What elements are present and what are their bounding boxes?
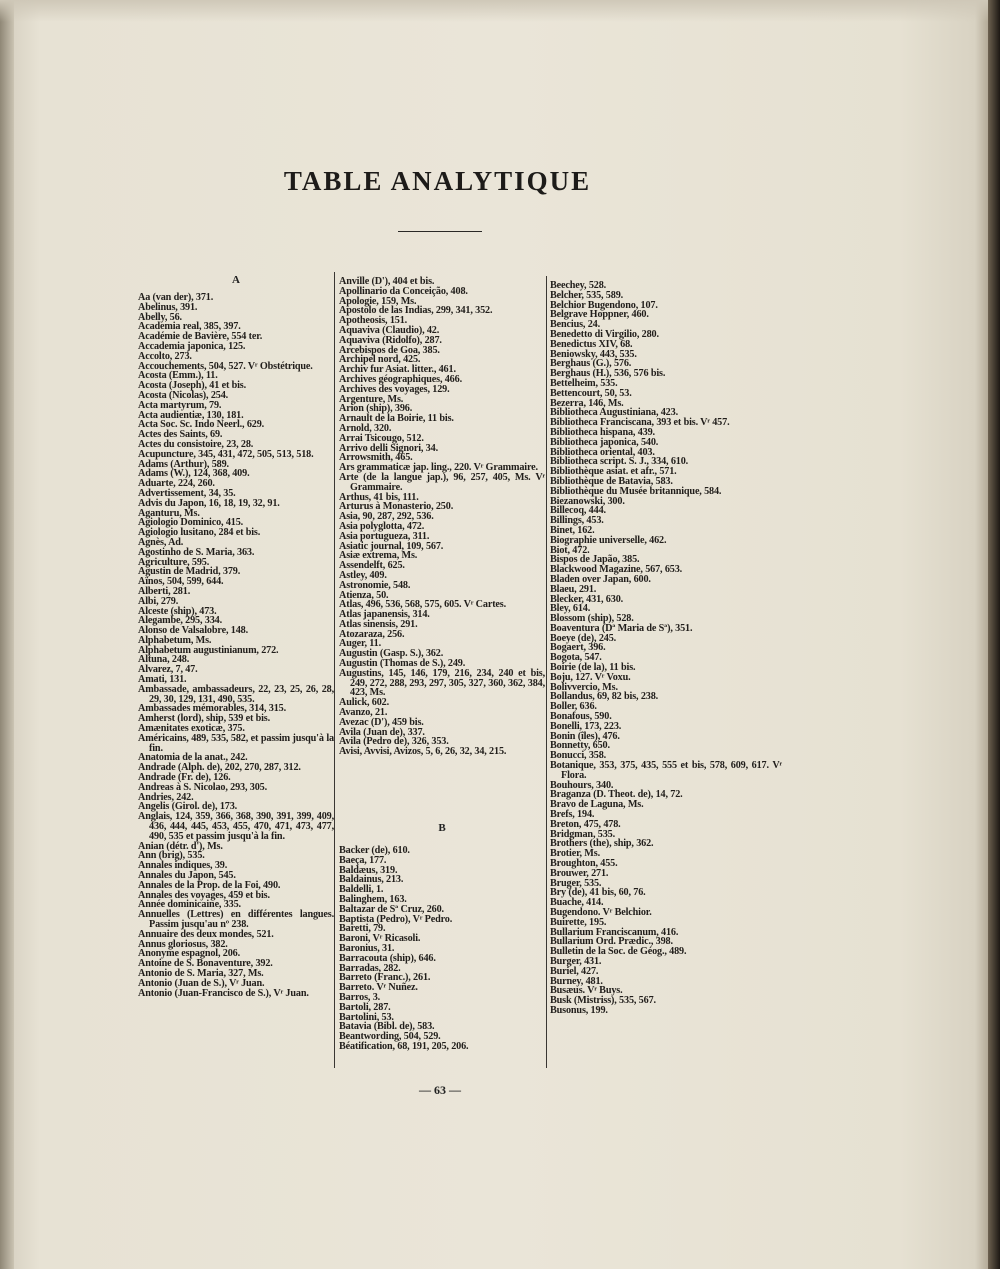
index-entry: Avezac (D'), 459 bis. xyxy=(339,716,424,728)
index-entry: Beechey, 528. xyxy=(550,280,607,291)
index-entry: Accademia japonica, 125. xyxy=(138,340,246,352)
index-entry: Annales de la Prop. de la Foi, 490. xyxy=(138,879,281,891)
index-entry: Bibliothèque asiat. et afr., 571. xyxy=(550,466,677,478)
index-entry: Altuna, 248. xyxy=(138,654,190,666)
index-entry: Alonso de Valsalobre, 148. xyxy=(138,625,248,637)
index-entry: Bonafous, 590. xyxy=(550,711,612,723)
index-entry: Bibliotheca hispana, 439. xyxy=(550,426,655,438)
index-entry: Bibliotheca oriental, 403. xyxy=(550,446,655,458)
index-entry: Advertissement, 34, 35. xyxy=(138,487,236,499)
index-entry: Adams (W.), 124, 368, 409. xyxy=(138,468,250,480)
index-entry: Actes des Saints, 69. xyxy=(138,429,223,441)
index-entry: Antoine de S. Bonaventure, 392. xyxy=(138,958,273,970)
index-entry: Boeye (de), 245. xyxy=(550,632,617,644)
index-entry: Bullarium Ord. Prædic., 398. xyxy=(550,936,673,948)
index-entry: Bogaert, 396. xyxy=(550,642,606,654)
index-entry: Andrade (Alph. de), 202, 270, 287, 312. xyxy=(138,762,301,774)
index-entry: Baroni, Vʳ Ricasoli. xyxy=(339,933,421,945)
index-entry: Bibliotheca japonica, 540. xyxy=(550,436,659,448)
index-entry: Archiv fur Asiat. litter., 461. xyxy=(339,364,456,376)
index-entry: Biographie universelle, 462. xyxy=(550,534,667,546)
index-entry: Bonin (îles), 476. xyxy=(550,730,620,742)
index-entry: Augustins, 145, 146, 179, 216, 234, 240 et bis, 249, 272, 288, 293, 297, 305, 327, 360, 362, 384, 423, Ms. xyxy=(339,667,545,699)
index-entry: Astley, 409. xyxy=(339,569,387,581)
index-entry: Bouhours, 340. xyxy=(550,779,614,791)
index-entry: Assendelft, 625. xyxy=(339,560,405,572)
index-entry: Bonnetty, 650. xyxy=(550,740,610,752)
index-entry: Bravo de Laguna, Ms. xyxy=(550,799,644,811)
index-entry: Ambassades mémorables, 314, 315. xyxy=(138,703,287,715)
index-entry: Américains, 489, 535, 582, et passim jusqu'à la fin. xyxy=(138,732,334,754)
index-entry: Académie de Bavière, 554 ter. xyxy=(138,331,263,343)
index-entry: Abelly, 56. xyxy=(138,311,182,323)
index-entry: Arrivo delli Signori, 34. xyxy=(339,442,438,454)
index-entry: Acosta (Emm.), 11. xyxy=(138,370,218,382)
index-entry: Barreto. Vʳ Nuñez. xyxy=(339,982,418,994)
title-divider xyxy=(398,231,482,232)
index-entry: Bogota, 547. xyxy=(550,652,602,664)
index-entry: Arnold, 320. xyxy=(339,422,392,434)
page-number: — 63 — xyxy=(419,1083,461,1097)
index-entry: Apostolo de las Indias, 299, 341, 352. xyxy=(339,305,493,317)
index-entry: Breton, 475, 478. xyxy=(550,818,621,830)
index-entry: Barracouta (ship), 646. xyxy=(339,952,436,964)
index-entry: Agnès, Ad. xyxy=(138,536,184,548)
index-entry: Aquaviva (Ridolfo), 287. xyxy=(339,334,442,346)
index-entry: Acosta (Joseph), 41 et bis. xyxy=(138,380,247,392)
index-column-2-b xyxy=(339,846,545,1052)
index-entry: Bugendono. Vʳ Belchior. xyxy=(550,907,652,918)
index-entry: Baltazar de Sª Cruz, 260. xyxy=(339,903,444,915)
index-entry: Augustin (Thomas de S.), 249. xyxy=(339,658,466,670)
index-entry: Bettencourt, 50, 53. xyxy=(550,387,632,399)
index-entry: Buriel, 427. xyxy=(550,965,599,977)
index-entry: Busæus. Vʳ Buys. xyxy=(550,985,623,997)
index-entry: Bonelli, 173, 223. xyxy=(550,720,622,732)
index-entry: Baldæus, 319. xyxy=(339,864,398,876)
index-entry: Acta Soc. Sc. Indo Neerl., 629. xyxy=(138,419,265,431)
index-entry: Agostinho de S. Maria, 363. xyxy=(138,546,255,558)
column-separator xyxy=(546,276,547,1068)
index-entry: Actes du consistoire, 23, 28. xyxy=(138,438,254,450)
index-entry: Bartolini, 53. xyxy=(339,1011,394,1023)
index-entry: Albi, 279. xyxy=(138,595,179,607)
index-entry: Atlas japanensis, 314. xyxy=(339,609,430,621)
index-entry: Archives géographiques, 466. xyxy=(339,373,462,385)
index-entry: Agriculture, 595. xyxy=(138,556,210,568)
index-entry: Andreas à S. Nicolao, 293, 305. xyxy=(138,781,268,793)
index-entry: Boju, 127. Vʳ Voxu. xyxy=(550,671,631,683)
index-entry: Apollinario da Conceição, 408. xyxy=(339,285,468,297)
index-entry: Asia portugueza, 311. xyxy=(339,530,430,542)
index-entry: Aïnos, 504, 599, 644. xyxy=(138,576,224,588)
index-entry: Atozaraza, 256. xyxy=(339,628,405,640)
index-entry: Annales du Japon, 545. xyxy=(138,870,236,882)
index-entry: Brotier, Ms. xyxy=(550,848,600,860)
index-entry: Argenture, Ms. xyxy=(339,393,404,405)
index-entry: Avisi, Avvisi, Avizos, 5, 6, 26, 32, 34, 215. xyxy=(339,746,507,758)
index-entry: Blackwood Magazine, 567, 653. xyxy=(550,564,683,576)
index-entry: Biezanowski, 300. xyxy=(550,495,625,507)
index-entry: Ann (brig), 535. xyxy=(138,850,205,862)
index-entry: Accouchements, 504, 527. Vʳ Obstétrique. xyxy=(138,360,313,372)
index-entry: Avila (Pedro de), 326, 353. xyxy=(339,736,449,748)
index-entry: Balinghem, 163. xyxy=(339,893,407,905)
index-entry: Annus gloriosus, 382. xyxy=(138,938,228,950)
index-entry: Bulletin de la Soc. de Géog., 489. xyxy=(550,946,687,958)
index-entry: Ars grammaticæ jap. ling., 220. Vʳ Grammaire. xyxy=(339,462,538,474)
index-entry: Augustin (Gasp. S.), 362. xyxy=(339,648,444,660)
index-entry: Bartoli, 287. xyxy=(339,1001,391,1013)
index-entry: Adams (Arthur), 589. xyxy=(138,458,229,470)
index-entry: Bollandus, 69, 82 bis, 238. xyxy=(550,691,659,703)
index-entry: Biot, 472. xyxy=(550,544,590,556)
index-entry: Buache, 414. xyxy=(550,897,604,909)
index-entry: Berghaus (G.), 576. xyxy=(550,358,632,370)
index-entry: Arthus, 41 bis, 111. xyxy=(339,491,419,503)
index-entry: Annuelles (Lettres) en différentes langues. Passim jusqu'au nº 238. xyxy=(138,909,334,930)
index-entry: Arrowsmith, 465. xyxy=(339,452,413,464)
index-entry: Benedetto di Virgilio, 280. xyxy=(550,328,659,340)
index-entry: Bibliothèque de Batavia, 583. xyxy=(550,475,673,487)
index-entry: Anian (détr. d'), Ms. xyxy=(138,840,223,852)
index-entry: Bibliotheca script. S. J., 334, 610. xyxy=(550,456,689,468)
index-entry: Baldelli, 1. xyxy=(339,884,384,896)
index-entry: Arcebispos de Goa, 385. xyxy=(339,344,440,356)
index-entry: Agiologio Dominico, 415. xyxy=(138,517,244,529)
index-entry: Alphabetum, Ms. xyxy=(138,634,212,646)
index-entry: Bezerra, 146, Ms. xyxy=(550,397,624,409)
index-entry: Anatomia de la anat., 242. xyxy=(138,752,248,764)
index-entry: Andries, 242. xyxy=(138,791,194,803)
index-entry: Antonio (Juan de S.), Vʳ Juan. xyxy=(138,977,265,989)
index-entry: Brothers (the), ship, 362. xyxy=(550,838,654,850)
index-entry: Anonyme espagnol, 206. xyxy=(138,948,240,960)
index-entry: Advis du Japon, 16, 18, 19, 32, 91. xyxy=(138,497,280,509)
index-entry: Broughton, 455. xyxy=(550,858,618,870)
index-entry: Beantwording, 504, 529. xyxy=(339,1031,441,1043)
index-entry: Acta martyrum, 79. xyxy=(138,399,222,411)
index-entry: Agustin de Madrid, 379. xyxy=(138,566,241,578)
index-entry: Annales indiques, 39. xyxy=(138,860,228,872)
index-entry: Baldainus, 213. xyxy=(339,874,404,886)
index-entry: Angelis (Girol. de), 173. xyxy=(138,801,238,813)
index-entry: Benedictus XIV, 68. xyxy=(550,338,633,350)
index-entry: Apotheosis, 151. xyxy=(339,315,408,327)
index-entry: Abelinus, 391. xyxy=(138,301,198,313)
index-entry: Accolto, 273. xyxy=(138,350,192,362)
index-entry: Andrade (Fr. de), 126. xyxy=(138,772,231,784)
index-entry: Aa (van der), 371. xyxy=(138,292,214,303)
index-entry: Baronius, 31. xyxy=(339,942,395,954)
index-entry: Bibliotheca Augustiniana, 423. xyxy=(550,407,678,419)
index-entry: Arion (ship), 396. xyxy=(339,403,413,415)
index-entry: Béatification, 68, 191, 205, 206. xyxy=(339,1040,469,1052)
index-entry: Atlas, 496, 536, 568, 575, 605. Vʳ Cartes. xyxy=(339,599,507,611)
index-column-1 xyxy=(138,293,334,998)
index-entry: Astronomie, 548. xyxy=(339,579,411,591)
index-entry: Brefs, 194. xyxy=(550,809,595,821)
index-entry: Avanzo, 21. xyxy=(339,707,388,719)
index-entry: Anglais, 124, 359, 366, 368, 390, 391, 399, 409, 436, 444, 445, 453, 455, 470, 471, 473, 477, 490, 535 et passim jusqu'à la fin. xyxy=(138,811,334,842)
index-entry: Amherst (lord), ship, 539 et bis. xyxy=(138,713,271,725)
index-entry: Belcher, 535, 589. xyxy=(550,289,624,301)
index-entry: Alberti, 281. xyxy=(138,585,191,597)
index-entry: Acupuncture, 345, 431, 472, 505, 513, 518. xyxy=(138,448,314,460)
column-separator xyxy=(334,272,335,1068)
index-entry: Asiatic journal, 109, 567. xyxy=(339,540,444,552)
index-entry: Alceste (ship), 473. xyxy=(138,605,217,617)
index-entry: Alegambe, 295, 334. xyxy=(138,615,223,627)
index-entry: Anville (D'), 404 et bis. xyxy=(339,276,435,287)
index-entry: Apologie, 159, Ms. xyxy=(339,295,417,307)
index-entry: Bry (de), 41 bis, 60, 76. xyxy=(550,887,646,899)
index-entry: Buirette, 195. xyxy=(550,916,607,928)
index-entry: Arnault de la Boirie, 11 bis. xyxy=(339,413,454,425)
section-heading-a: A xyxy=(232,274,240,286)
index-entry: Aulick, 602. xyxy=(339,697,389,709)
index-entry: Belchior Bugendono, 107. xyxy=(550,299,658,311)
index-entry: Bridgman, 535. xyxy=(550,828,615,840)
index-entry: Boaventura (Dª Maria de Sª), 351. xyxy=(550,622,693,634)
index-entry: Alphabetum augustinianum, 272. xyxy=(138,644,279,656)
index-entry: Belgrave Hoppner, 460. xyxy=(550,309,649,321)
index-entry: Acta audientiæ, 130, 181. xyxy=(138,409,244,421)
index-entry: Burger, 431. xyxy=(550,955,602,967)
index-entry: Antonio (Juan-Francisco de S.), Vʳ Juan. xyxy=(138,987,309,999)
index-entry: Asiæ extrema, Ms. xyxy=(339,550,418,562)
index-entry: Amænitates exoticæ, 375. xyxy=(138,723,245,735)
index-entry: Botanique, 353, 375, 435, 555 et bis, 578, 609, 617. Vʳ Flora. xyxy=(550,760,782,781)
page-top-shadow xyxy=(0,0,988,22)
index-entry: Bley, 614. xyxy=(550,603,591,615)
index-entry: Baeça, 177. xyxy=(339,854,387,866)
index-entry: Braganza (D. Theot. de), 14, 72. xyxy=(550,789,683,801)
index-entry: Bispos de Japão, 385. xyxy=(550,554,640,566)
index-entry: Bolivvercio, Ms. xyxy=(550,681,618,693)
index-entry: Batavia (Bibl. de), 583. xyxy=(339,1021,435,1033)
index-entry: Archipel nord, 425. xyxy=(339,354,421,366)
index-entry: Amati, 131. xyxy=(138,674,187,686)
index-entry: Barros, 3. xyxy=(339,991,381,1003)
index-entry: Blossom (ship), 528. xyxy=(550,613,634,625)
index-entry: Brouwer, 271. xyxy=(550,867,609,879)
index-entry: Beniowsky, 443, 535. xyxy=(550,348,637,360)
index-entry: Bibliothèque du Musée britannique, 584. xyxy=(550,485,722,497)
index-entry: Antonio de S. Maria, 327, Ms. xyxy=(138,967,264,979)
index-entry: Arte (de la langue jap.), 96, 257, 405, Ms. Vʳ Grammaire. xyxy=(339,471,545,493)
page-title: TABLE ANALYTIQUE xyxy=(283,166,592,196)
index-column-3 xyxy=(550,281,782,1016)
index-entry: Baptista (Pedro), Vʳ Pedro. xyxy=(339,913,453,925)
index-entry: Binet, 162. xyxy=(550,524,595,536)
index-entry: Alvarez, 7, 47. xyxy=(138,664,198,676)
index-entry: Agiologio lusitano, 284 et bis. xyxy=(138,527,261,539)
index-entry: Academia real, 385, 397. xyxy=(138,321,241,333)
index-entry: Arrai Tsicougo, 512. xyxy=(339,432,424,444)
index-entry: Boirie (de la), 11 bis. xyxy=(550,662,636,674)
index-entry: Année dominicaine, 335. xyxy=(138,899,241,911)
index-entry: Avila (Juan de), 337. xyxy=(339,726,425,738)
index-entry: Atlas sinensis, 291. xyxy=(339,618,418,630)
index-entry: Aduarte, 224, 260. xyxy=(138,478,215,490)
index-entry: Archives des voyages, 129. xyxy=(339,383,450,395)
index-entry: Billecoq, 444. xyxy=(550,505,606,517)
index-entry: Baretti, 79. xyxy=(339,923,386,935)
book-edge xyxy=(988,0,1000,1269)
index-entry: Busk (Mistriss), 535, 567. xyxy=(550,995,656,1007)
index-entry: Berghaus (H.), 536, 576 bis. xyxy=(550,368,666,380)
section-heading-b: B xyxy=(438,822,446,834)
index-entry: Bladen over Japan, 600. xyxy=(550,573,651,585)
index-entry: Barreto (Franc.), 261. xyxy=(339,972,431,984)
index-entry: Asia, 90, 287, 292, 536. xyxy=(339,511,434,523)
index-entry: Atienza, 50. xyxy=(339,589,389,601)
index-column-2-a xyxy=(339,277,545,757)
index-entry: Bibliotheca Franciscana, 393 et bis. Vʳ 457. xyxy=(550,417,730,429)
index-entry: Arturus à Monasterio, 250. xyxy=(339,501,454,513)
index-entry: Aquaviva (Claudio), 42. xyxy=(339,324,440,336)
index-entry: Acosta (Nicolas), 254. xyxy=(138,389,229,401)
index-entry: Busonus, 199. xyxy=(550,1004,608,1016)
index-entry: Blecker, 431, 630. xyxy=(550,593,624,605)
index-entry: Bruger, 535. xyxy=(550,877,602,889)
index-entry: Bencius, 24. xyxy=(550,319,600,331)
index-entry: Barradas, 282. xyxy=(339,962,401,974)
index-entry: Blaeu, 291. xyxy=(550,583,597,595)
index-entry: Asia polyglotta, 472. xyxy=(339,520,425,532)
index-entry: Auger, 11. xyxy=(339,638,381,650)
index-entry: Aganturu, Ms. xyxy=(138,507,200,519)
index-entry: Ambassade, ambassadeurs, 22, 23, 25, 26, 28, 29, 30, 129, 131, 490, 535. xyxy=(138,683,334,705)
index-entry: Bullarium Franciscanum, 416. xyxy=(550,926,679,938)
index-entry: Bonucci, 358. xyxy=(550,750,607,762)
index-entry: Annuaire des deux mondes, 521. xyxy=(138,928,274,940)
index-entry: Burney, 481. xyxy=(550,975,603,987)
index-entry: Bettelheim, 535. xyxy=(550,377,618,389)
index-entry: Boller, 636. xyxy=(550,701,597,713)
index-entry: Billings, 453. xyxy=(550,515,604,527)
index-entry: Annales des voyages, 459 et bis. xyxy=(138,889,270,901)
index-entry: Backer (de), 610. xyxy=(339,845,410,856)
